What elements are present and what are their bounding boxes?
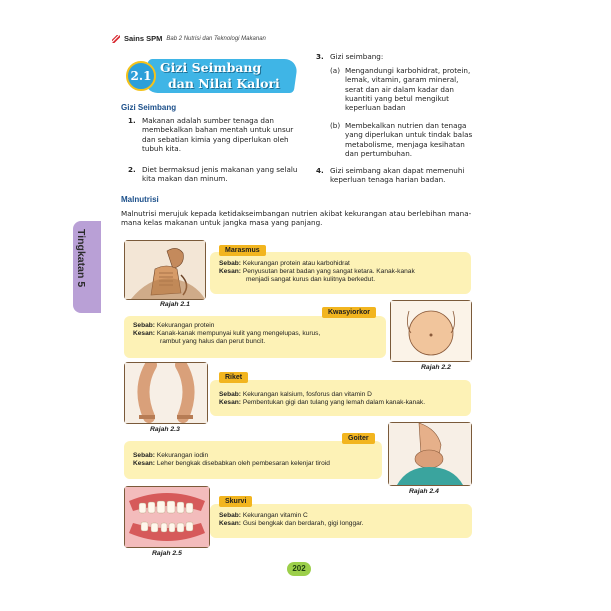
figure-skurvi xyxy=(124,486,210,548)
section-banner xyxy=(120,57,298,97)
item-number: 3. xyxy=(316,52,324,61)
section-title: Gizi Seimbang dan Nilai Kalori xyxy=(160,60,280,91)
disease-tag: Goiter xyxy=(342,433,375,444)
figure-goiter xyxy=(388,422,472,486)
disease-details: Sebab: Kekurangan kalsium, fosforus dan vitamin D Kesan: Pembentukan gigi dan tulang yang lemah dalam kanak-kanak. xyxy=(219,391,426,407)
item-text: Diet bermaksud jenis makanan yang selalu kita makan dan minum. xyxy=(142,165,298,184)
disease-details: Sebab: Kekurangan protein atau karbohidrat Kesan: Penyusutan berat badan yang sangat ketara. Kanak-kanak menjadi sangat kurus dan kulitnya berkedut. xyxy=(219,260,415,284)
skurvi-illustration xyxy=(125,487,209,547)
item-number: 2. xyxy=(128,165,136,174)
figure-caption: Rajah 2.4 xyxy=(409,488,439,495)
figure-kwasyiorkor xyxy=(390,300,472,362)
section-number: 2.1 xyxy=(126,61,156,91)
item-number: 1. xyxy=(128,116,136,125)
figure-caption: Rajah 2.2 xyxy=(421,364,451,371)
malnutrisi-heading: Malnutrisi xyxy=(121,195,159,204)
figure-caption: Rajah 2.3 xyxy=(150,426,180,433)
subitem-text: Mengandungi karbohidrat, protein, lemak, vitamin, garam mineral, serat dan air dalam kadar dan kuantiti yang betul mengikut keperluan badan xyxy=(345,66,471,113)
subitem-letter: (a) xyxy=(330,66,341,75)
disease-details: Sebab: Kekurangan iodin Kesan: Leher bengkak disebabkan oleh pembesaran kelenjar tiroid xyxy=(133,452,330,468)
disease-tag: Skurvi xyxy=(219,496,252,507)
disease-details: Sebab: Kekurangan vitamin C Kesan: Gusi bengkak dan berdarah, gigi longgar. xyxy=(219,512,364,528)
item-number: 4. xyxy=(316,166,324,175)
form-side-tab: Tingkatan 5 xyxy=(73,221,101,313)
running-header xyxy=(112,34,266,43)
goiter-illustration xyxy=(389,423,471,485)
item-text: Gizi seimbang: xyxy=(330,52,384,61)
riket-illustration xyxy=(125,363,207,423)
gizi-heading: Gizi Seimbang xyxy=(121,103,177,112)
item-text: Makanan adalah sumber tenaga dan membekalkan bahan mentah untuk unsur dan sebatian kimia yang diperlukan oleh tubuh kita. xyxy=(142,116,294,153)
marasmus-illustration xyxy=(125,241,205,299)
malnutrisi-intro: Malnutrisi merujuk kepada ketidakseimbangan nutrien akibat kekurangan atau berlebihan mana-mana kelas makanan untuk jangka masa yang panjang. xyxy=(121,209,472,228)
book-title: Sains SPM xyxy=(124,34,163,43)
subitem-text: Membekalkan nutrien dan tenaga yang diperlukan untuk tindak balas metabolisme, menjaga kesihatan dan pertumbuhan. xyxy=(345,121,473,158)
figure-riket xyxy=(124,362,208,424)
book-logo-icon xyxy=(112,35,120,43)
item-text: Gizi seimbang akan dapat memenuhi keperluan tenaga harian badan. xyxy=(330,166,465,185)
disease-tag: Riket xyxy=(219,372,248,383)
disease-details: Sebab: Kekurangan protein Kesan: Kanak-kanak mempunyai kulit yang mengelupas, kurus, rambut yang halus dan perut buncit. xyxy=(133,322,321,346)
page-number: 202 xyxy=(287,562,311,576)
figure-marasmus xyxy=(124,240,206,300)
figure-caption: Rajah 2.5 xyxy=(152,550,182,557)
subitem-letter: (b) xyxy=(330,121,341,130)
kwasyiorkor-illustration xyxy=(391,301,471,361)
figure-caption: Rajah 2.1 xyxy=(160,301,190,308)
disease-tag: Kwasyiorkor xyxy=(322,307,376,318)
chapter-title: Bab 2 Nutrisi dan Teknologi Makanan xyxy=(166,35,266,42)
disease-tag: Marasmus xyxy=(219,245,266,256)
